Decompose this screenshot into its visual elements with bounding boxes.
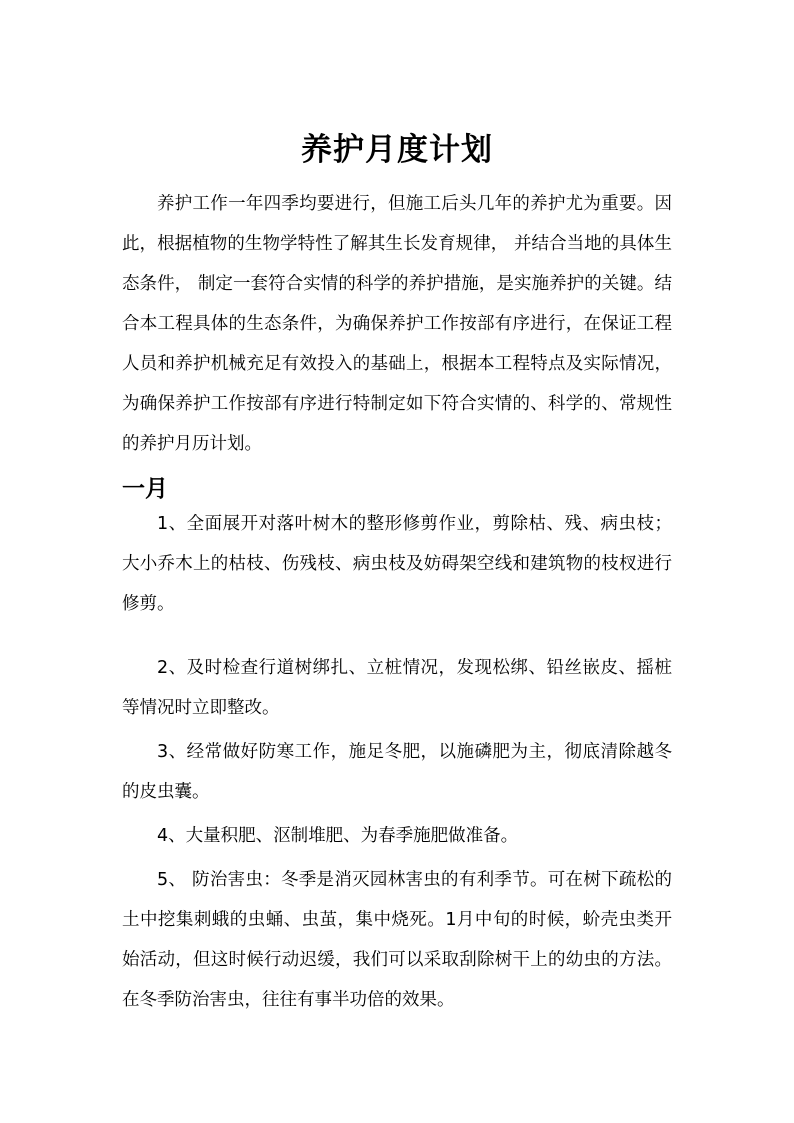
page-title: 养护月度计划 (301, 131, 493, 168)
list-item: 4、大量积肥、沤制堆肥、为春季施肥做准备。 (157, 826, 519, 846)
list-item: 3、经常做好防寒工作，施足冬肥，以施磷肥为主，彻底清除越冬的皮虫囊。 (122, 742, 672, 802)
list-item: 1、全面展开对落叶树木的整形修剪作业，剪除枯、残、病虫枝；大小乔木上的枯枝、伤残枝、病虫枝及妨碍架空线和建筑物的枝杈进行修剪。 (122, 514, 672, 614)
list-item: 5、 防治害虫：冬季是消灭园林害虫的有利季节。可在树下疏松的土中挖集刺蛾的虫蛹、虫茧，集中烧死。1月中旬的时候，蚧壳虫类开始活动，但这时候行动迟缓，我们可以采取刮除树干上的幼虫的方法。在冬季防治害虫，往往有事半功倍的效果。 (122, 870, 672, 1010)
list-item: 2、及时检查行道树绑扎、立桩情况，发现松绑、铅丝嵌皮、摇桩等情况时立即整改。 (122, 658, 672, 718)
intro-paragraph: 养护工作一年四季均要进行，但施工后头几年的养护尤为重要。因此，根据植物的生物学特性了解其生长发育规律， 并结合当地的具体生态条件， 制定一套符合实情的科学的养护措施，是实施养护的关键。结合本工程具体的生态条件，为确保养护工作按部有序进行，在保证工程人员和养护机械充足有效投入的基础上，根据本工程特点及实际情况，为确保养护工作按部有序进行特制定如下符合实情的、科学的、常规性的养护月历计划。 (122, 194, 672, 454)
section-heading-january: 一月 (122, 476, 168, 502)
